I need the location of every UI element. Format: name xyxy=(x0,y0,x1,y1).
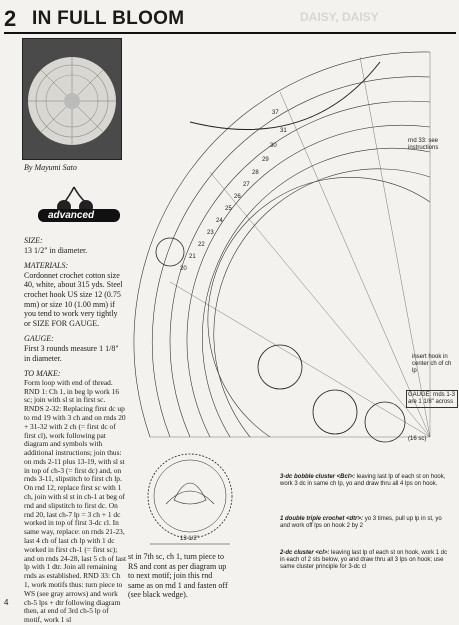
page-header xyxy=(4,6,456,30)
rnd-label-22: 22 xyxy=(198,242,205,248)
symbol-text: yo 3 times, pull up lp in st, yo and work off lps on hook 2 by 2 xyxy=(280,516,442,529)
symbol-text: leaving last lp of each st on hook, work 3 dc in same ch lp, yo and draw thru all 4 lps on hook. xyxy=(280,474,446,487)
rnd-label-30: 30 xyxy=(270,143,277,149)
symbol-bobble-cluster xyxy=(280,474,450,488)
rnd-label-20: 20 xyxy=(180,266,187,272)
symbol-name: 3-dc bobble cluster <Bcl>: xyxy=(280,474,356,480)
to-make-heading: TO MAKE: xyxy=(24,369,61,379)
rnd-label-37: 37 xyxy=(272,110,279,116)
materials-heading: MATERIALS: xyxy=(24,261,69,271)
rnd-label-31: 31 xyxy=(280,128,287,134)
difficulty-label: advanced xyxy=(48,210,95,221)
rnd-label-29: 29 xyxy=(262,157,269,163)
rnd-label-28: 28 xyxy=(252,170,259,176)
rnd-label-21: 21 xyxy=(189,254,196,260)
crochet-chart xyxy=(130,32,440,444)
rnd-label-27: 27 xyxy=(243,182,250,188)
doily-photo xyxy=(22,38,122,160)
rnd-label-23: 23 xyxy=(207,230,214,236)
insert-hook-note: insert hook in center ch of ch lp xyxy=(412,354,452,374)
size-text: 13 1/2" in diameter. xyxy=(24,245,88,255)
materials-text: Cordonnet crochet cotton size 40, white, about 315 yds. Steel crochet hook US size 12 (0.75 mm) or size 10 (1.00 mm) if you tend to work very tightly or SIZE FOR GAUGE. xyxy=(24,270,123,328)
symbol-text: leaving last lp of each st on hook, work 1 dc in each of 2 sts below, yo and draw thru all 3 lps on hook; use same cluster principle for 3-dc cl xyxy=(280,550,448,570)
symbol-double-triple-crochet xyxy=(280,516,450,530)
bleed-through-text: DAISY, DAISY xyxy=(300,10,379,24)
instructions-continued: st in 7th sc, ch 1, turn piece to RS and cont as per diagram up to next motif; join this rnd same as on rnd 1 and fasten off (see black wedge). xyxy=(128,552,228,600)
placement-diagram xyxy=(130,448,260,550)
sc-count-note: (16 sc) xyxy=(408,436,427,442)
size-heading: SIZE: xyxy=(24,236,43,245)
symbol-name: 1 double triple crochet <dtr>: xyxy=(280,516,364,522)
placement-diagram-image xyxy=(130,448,260,550)
rnd-label-26: 26 xyxy=(234,194,241,200)
difficulty-badge xyxy=(34,183,124,231)
rnd-label-25: 25 xyxy=(225,206,232,212)
page-number: 4 xyxy=(4,598,9,607)
gauge-heading: GAUGE: xyxy=(24,334,54,344)
rnd-label-24: 24 xyxy=(216,218,223,224)
gauge-note: GAUGE: rnds 1-3 are 1 1/8" across xyxy=(406,390,458,408)
cherry-icon xyxy=(34,183,124,231)
pattern-number: 2 xyxy=(4,6,17,31)
symbol-name: 2-dc cluster <cl>: xyxy=(280,550,330,556)
designer-byline: By Mayumi Sato xyxy=(24,163,77,172)
rnd33-note: rnd 33: see instructions xyxy=(408,138,439,151)
instructions-column xyxy=(24,236,126,625)
gauge-text: First 3 rounds measure 1 1/8" in diameter. xyxy=(24,343,119,363)
doily-photo-image xyxy=(23,39,121,159)
pattern-title: IN FULL BLOOM xyxy=(32,8,185,29)
symbol-2dc-cluster xyxy=(280,550,450,571)
diameter-label: 13 1/2" xyxy=(180,536,199,542)
to-make-text: Form loop with end of thread. RND 1: Ch 1, in beg lp work 16 sc; join with sl st in first sc. RNDS 2-32: Replacing first dc up to rnd 19 with 3 ch and on rnds 20 + 31-32 with 2 ch (= first dc of first cl), work following pat diagram and symbols with additional instructions; join thus: on rnds 2-11 plus 13-19, with sl st in top of ch-3 (= first dc) and, on rnds 3-11, slipstitch to first ch lp. On rnd 12, replace first sc with 1 ch, join with sl st in ch-1 at beg of rnd and slipstitch to first dc. On rnd 20, last ch-7 lp = 3 ch + 1 dc worked in top of first 3-dc cl. In same way, replace: on rnds 21-23, last 4 ch of last ch lp with 1 dc worked in first ch-1 (= first sc); and on rnds 24-28, last 5 ch of last lp with 1 dtr. Join all remaining rnds as established. RND 33: Ch 1, work motifs thus: turn piece to WS (see gray arrows) and work ch-5 lps + dtr following diagram then, at end of 3rd ch-5 lp of motif, work 1 sl xyxy=(24,377,127,625)
